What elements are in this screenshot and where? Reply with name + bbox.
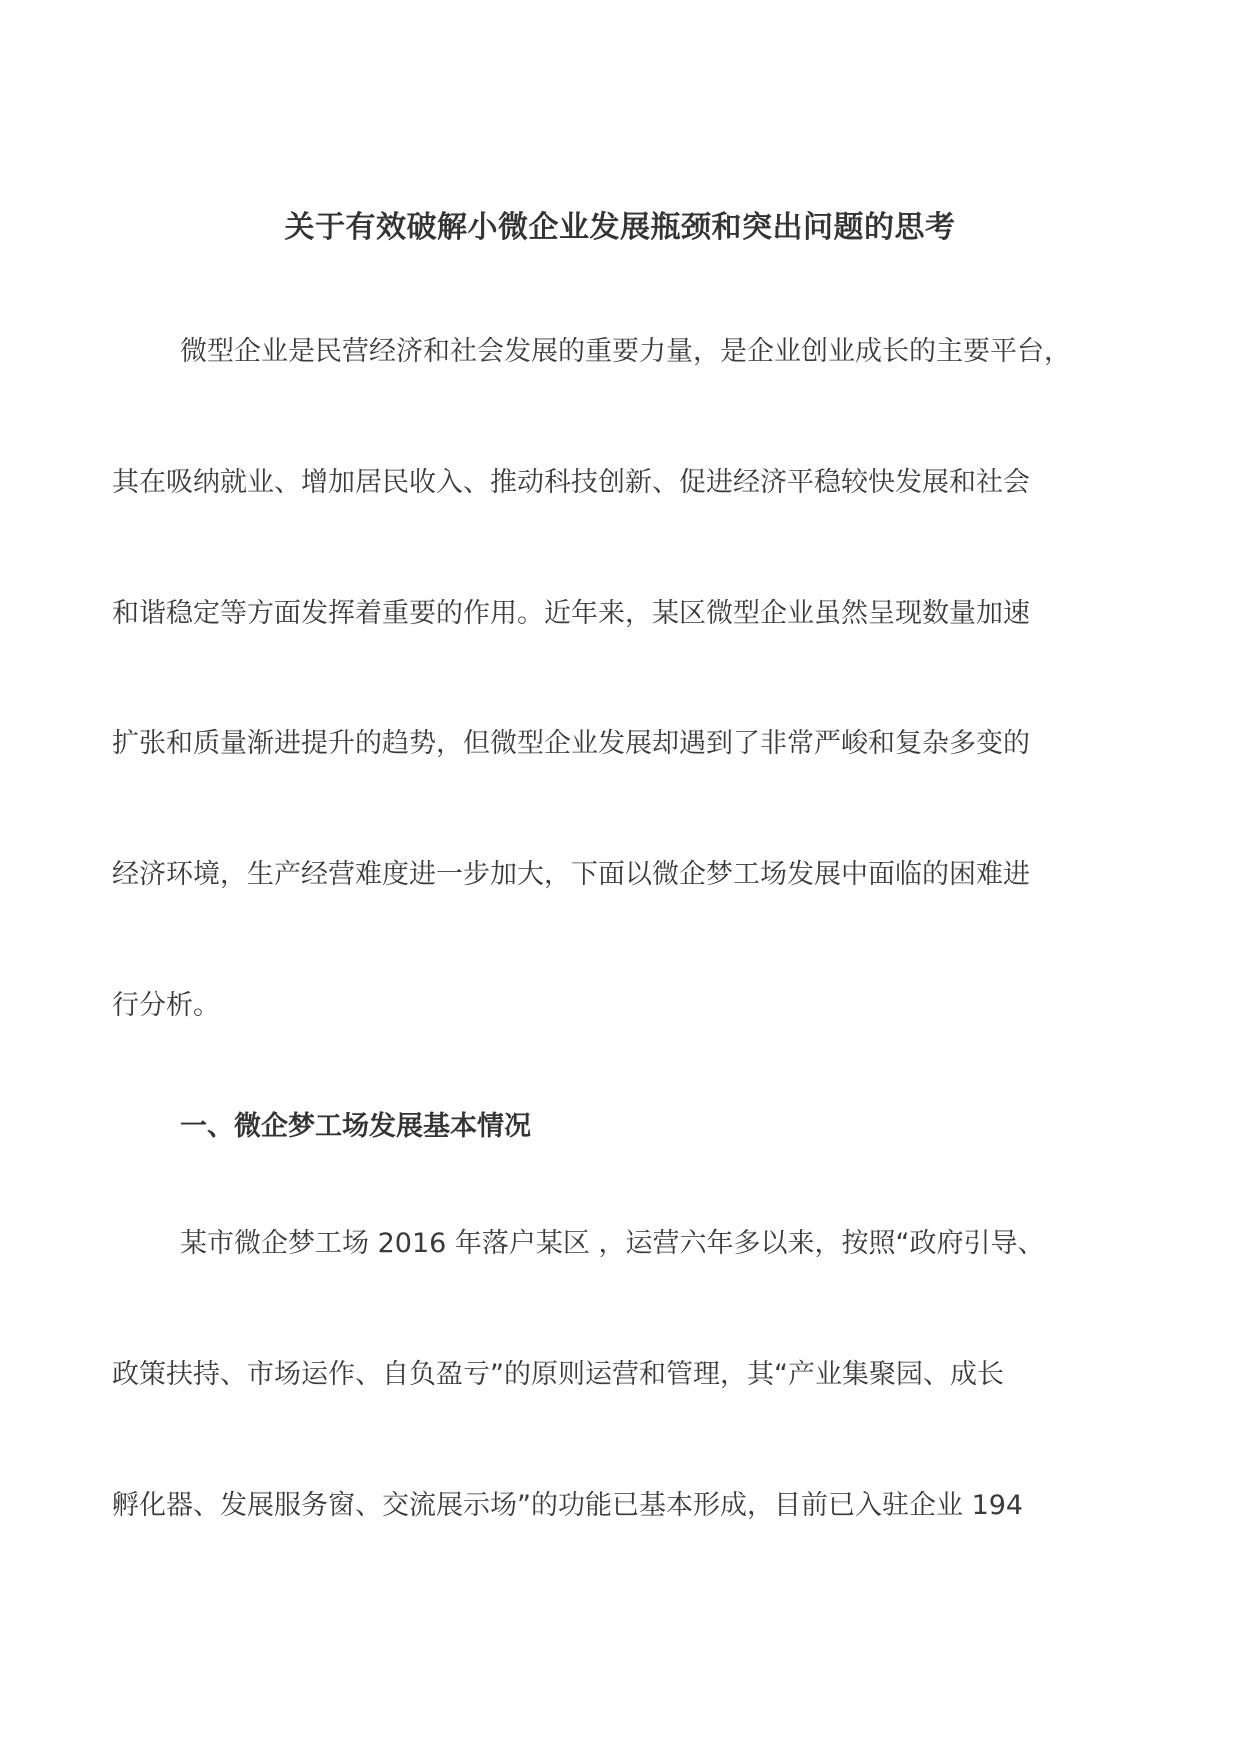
paragraph-1-line-4: 扩张和质量渐进提升的趋势，但微型企业发展却遇到了非常严峻和复杂多变的 [112,728,1030,759]
paragraph-1-line-6: 行分析。 [112,990,220,1021]
paragraph-1-line-3: 和谐稳定等方面发挥着重要的作用。近年来，某区微型企业虽然呈现数量加速 [112,598,1030,629]
paragraph-1-line-5: 经济环境，生产经营难度进一步加大，下面以微企梦工场发展中面临的困难进 [112,859,1030,890]
paragraph-2-line-1: 某市微企梦工场 2016 年落户某区 ，运营六年多以来，按照“政府引导、 [180,1228,1045,1259]
document-title: 关于有效破解小微企业发展瓶颈和突出问题的思考 [284,210,956,245]
paragraph-2-line-3: 孵化器、发展服务窗、交流展示场”的功能已基本形成，目前已入驻企业 194 [112,1490,1024,1521]
paragraph-1-line-1: 微型企业是民营经济和社会发展的重要力量，是企业创业成长的主要平台， [180,336,1071,367]
paragraph-1-line-2: 其在吸纳就业、增加居民收入、推动科技创新、促进经济平稳较快发展和社会 [112,467,1030,498]
paragraph-2-line-2: 政策扶持、市场运作、自负盈亏”的原则运营和管理，其“产业集聚园、成长 [112,1359,1004,1390]
section-heading-1: 一、微企梦工场发展基本情况 [180,1111,531,1142]
